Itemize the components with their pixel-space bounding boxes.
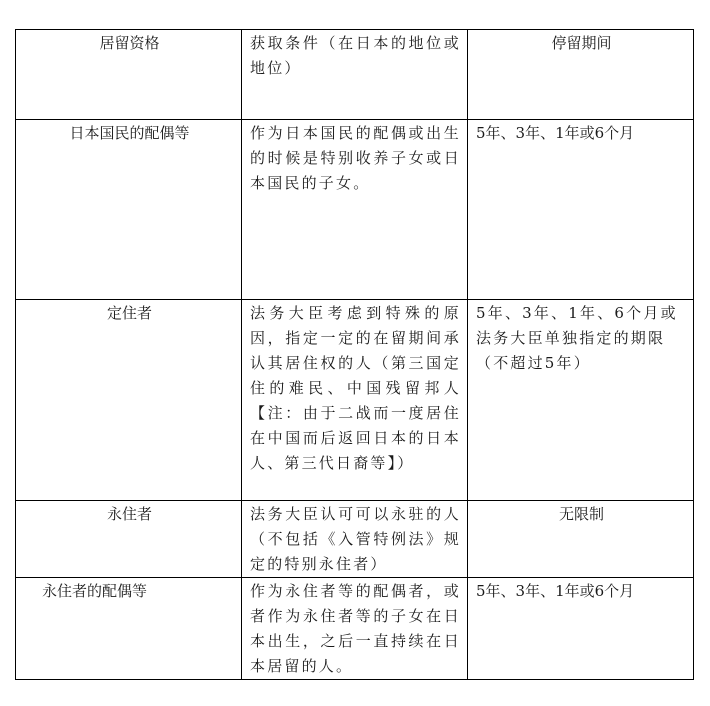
header-period: 停留期间 [468, 30, 694, 120]
cell-period: 5年、3年、1年、6个月或法务大臣单独指定的期限（不超过5年） [468, 300, 694, 501]
cell-period: 5年、3年、1年或6个月 [468, 120, 694, 300]
table-row [16, 300, 694, 501]
cell-status: 永住者 [16, 501, 242, 578]
table-row [16, 578, 694, 680]
header-status: 居留资格 [16, 30, 242, 120]
table-row [16, 501, 694, 578]
cell-condition: 作为日本国民的配偶或出生的时候是特别收养子女或日本国民的子女。 [242, 120, 468, 300]
cell-period: 5年、3年、1年或6个月 [468, 578, 694, 680]
cell-status: 定住者 [16, 300, 242, 501]
header-row [16, 30, 694, 120]
cell-condition: 作为永住者等的配偶者，或者作为永住者等的子女在日本出生，之后一直持续在日本居留的人。 [242, 578, 468, 680]
cell-condition: 法务大臣认可可以永驻的人（不包括《入管特例法》规定的特别永住者） [242, 501, 468, 578]
cell-status: 永住者的配偶等 [16, 578, 242, 680]
table-row [16, 120, 694, 300]
cell-status: 日本国民的配偶等 [16, 120, 242, 300]
header-condition: 获取条件（在日本的地位或地位） [242, 30, 468, 120]
cell-period: 无限制 [468, 501, 694, 578]
cell-condition: 法务大臣考虑到特殊的原因，指定一定的在留期间承认其居住权的人（第三国定住的难民、中国残留邦人【注：由于二战而一度居住在中国而后返回日本的日本人、第三代日裔等】） [242, 300, 468, 501]
residence-status-table [15, 29, 694, 680]
